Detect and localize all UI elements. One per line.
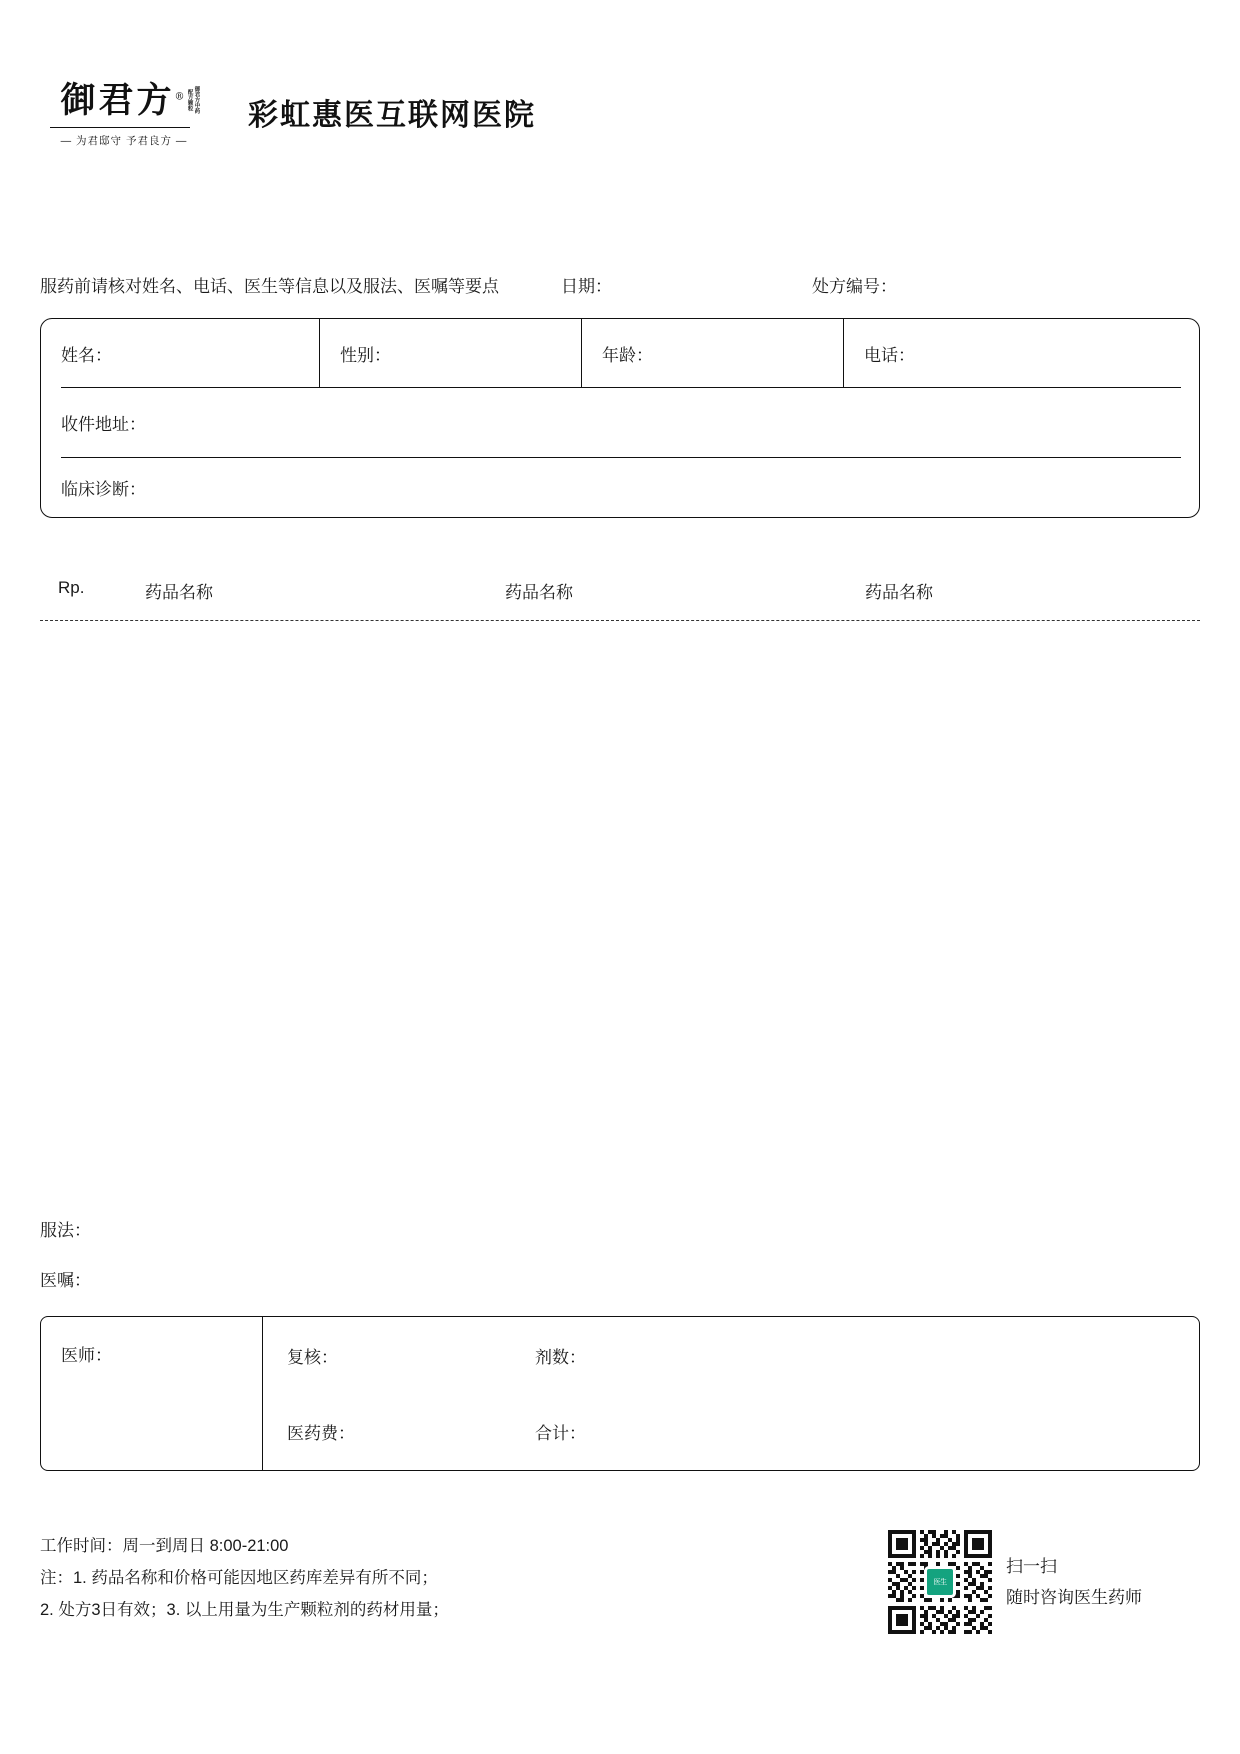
signature-right-section <box>263 1317 1199 1470</box>
qr-code-icon[interactable] <box>888 1530 992 1634</box>
patient-gender-label: 性别： <box>340 345 391 365</box>
patient-age-label: 年龄： <box>602 345 653 365</box>
drug-name-column-2: 药品名称 <box>505 583 573 602</box>
signature-box <box>40 1316 1200 1471</box>
date-label: 日期： <box>561 277 612 296</box>
hospital-name: 彩虹惠医互联网医院 <box>248 97 536 133</box>
qr-center-logo: 医生 <box>924 1566 956 1598</box>
doctor-signature-field[interactable] <box>41 1317 263 1470</box>
patient-address-field[interactable] <box>41 387 1199 457</box>
note-line-2: 2. 处方3日有效；3. 以上用量为生产颗粒剂的药材用量； <box>40 1601 449 1620</box>
logo-text: 御君方 <box>60 80 175 121</box>
medicine-fee-label: 医药费： <box>287 1424 355 1444</box>
rp-label: Rp. <box>58 578 85 597</box>
work-hours: 工作时间：周一到周日 8:00-21:00 <box>40 1537 289 1555</box>
patient-phone-field[interactable] <box>843 319 1199 387</box>
qr-caption <box>1006 1551 1142 1614</box>
note-line-1: 注：1. 药品名称和价格可能因地区药库差异有所不同； <box>40 1569 438 1588</box>
brand-logo <box>50 82 198 148</box>
doctor-label: 医师： <box>61 1346 112 1365</box>
logo-wordmark <box>60 80 200 121</box>
patient-name-label: 姓名： <box>61 345 112 365</box>
document-header <box>50 82 536 148</box>
patient-phone-label: 电话： <box>864 345 915 365</box>
patient-name-field[interactable] <box>41 319 319 387</box>
notice-text: 服药前请核对姓名、电话、医生等信息以及服法、医嘱等要点 <box>40 277 499 296</box>
patient-gender-field[interactable] <box>319 319 581 387</box>
usage-label: 服法： <box>40 1221 91 1240</box>
dose-count-label: 剂数： <box>535 1347 586 1367</box>
qr-caption-line-1: 扫一扫 <box>1006 1556 1057 1576</box>
clinical-diagnosis-field[interactable] <box>41 457 1199 517</box>
logo-slogan: — 为君邸守 予君良方 — <box>60 134 188 147</box>
drug-name-column-1: 药品名称 <box>145 583 213 602</box>
total-label: 合计： <box>535 1424 586 1444</box>
patient-age-field[interactable] <box>581 319 843 387</box>
patient-info-box <box>40 318 1200 518</box>
footer-notes <box>40 1530 449 1627</box>
logo-divider <box>50 127 190 128</box>
signature-row-2 <box>263 1394 1199 1471</box>
clinical-diagnosis-label: 临床诊断： <box>61 479 146 499</box>
recheck-label: 复核： <box>287 1347 338 1367</box>
patient-info-row-1 <box>41 319 1199 387</box>
qr-caption-line-2: 随时咨询医生药师 <box>1006 1588 1142 1607</box>
notice-row <box>40 272 1200 297</box>
prescription-dashed-divider <box>40 620 1200 621</box>
prescription-number-label: 处方编号： <box>812 277 897 296</box>
signature-row-1 <box>263 1317 1199 1394</box>
registered-mark-icon: ® <box>174 91 188 103</box>
drug-name-column-3: 药品名称 <box>865 583 933 602</box>
logo-vertical-text: 御君方中药配方颗粒 <box>186 86 200 114</box>
patient-address-label: 收件地址： <box>61 414 146 434</box>
advice-label: 医嘱： <box>40 1271 91 1290</box>
qr-block <box>888 1530 1142 1634</box>
